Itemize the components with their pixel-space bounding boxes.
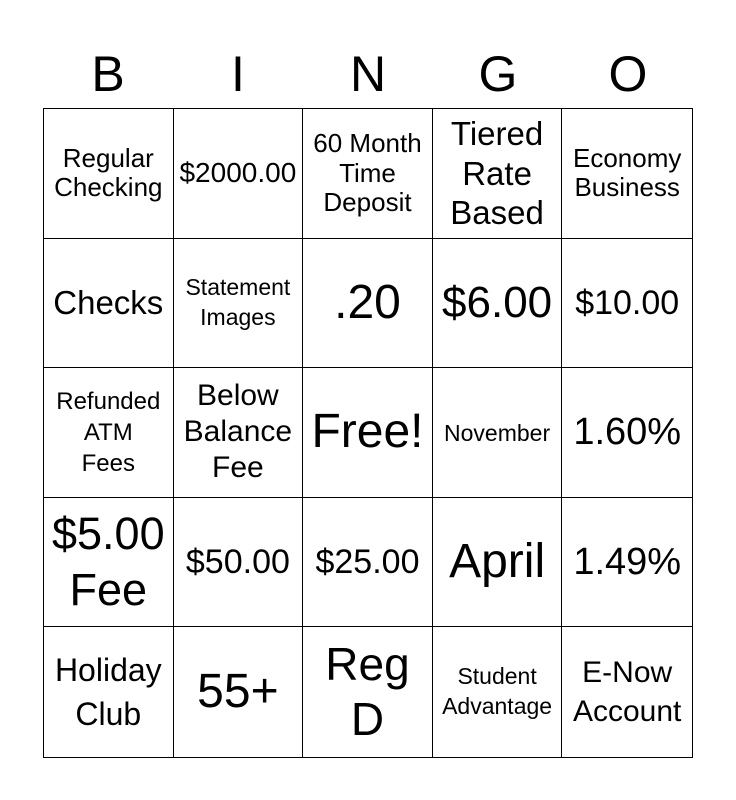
bingo-cell: E-Now Account	[572, 656, 682, 729]
bingo-cell: $5.00 Fee	[44, 498, 174, 628]
bingo-cell: 1.60%	[562, 368, 692, 498]
bingo-cell: Refunded ATM Fees	[44, 368, 174, 498]
bingo-header	[43, 40, 693, 108]
bingo-cell: April	[433, 498, 563, 628]
bingo-cell: Economy Business	[562, 109, 692, 239]
bingo-cell: $10.00	[562, 239, 692, 369]
bingo-cell: $25.00	[303, 498, 433, 628]
bingo-cell: Tiered Rate Based	[433, 109, 563, 239]
header-letter-b: B	[91, 46, 125, 102]
bingo-cell: Below Balance Fee	[174, 368, 304, 498]
header-letter-n: N	[349, 46, 387, 102]
bingo-cell: $6.00	[433, 239, 563, 369]
bingo-cell: $2000.00	[174, 109, 304, 239]
bingo-cell: Reg D	[303, 627, 433, 757]
bingo-cell: 60 Month Time Deposit	[303, 109, 433, 239]
bingo-cell: Regular Checking	[44, 109, 174, 239]
bingo-cell: Holiday Club	[44, 627, 174, 757]
bingo-cell: Student Advantage	[433, 627, 563, 757]
header-letter-o: O	[608, 46, 648, 102]
bingo-cell: 55+	[174, 627, 304, 757]
bingo-cell: 1.49%	[562, 498, 692, 628]
bingo-cell: Free!	[303, 368, 433, 498]
bingo-cell: .20	[303, 239, 433, 369]
header-letter-i: I	[231, 46, 245, 102]
header-letter-g: G	[478, 46, 518, 102]
bingo-grid	[43, 108, 693, 758]
bingo-cell: Statement Images	[174, 239, 304, 369]
bingo-cell: Checks	[44, 239, 174, 369]
bingo-cell: $50.00	[174, 498, 304, 628]
bingo-cell: November	[433, 368, 563, 498]
